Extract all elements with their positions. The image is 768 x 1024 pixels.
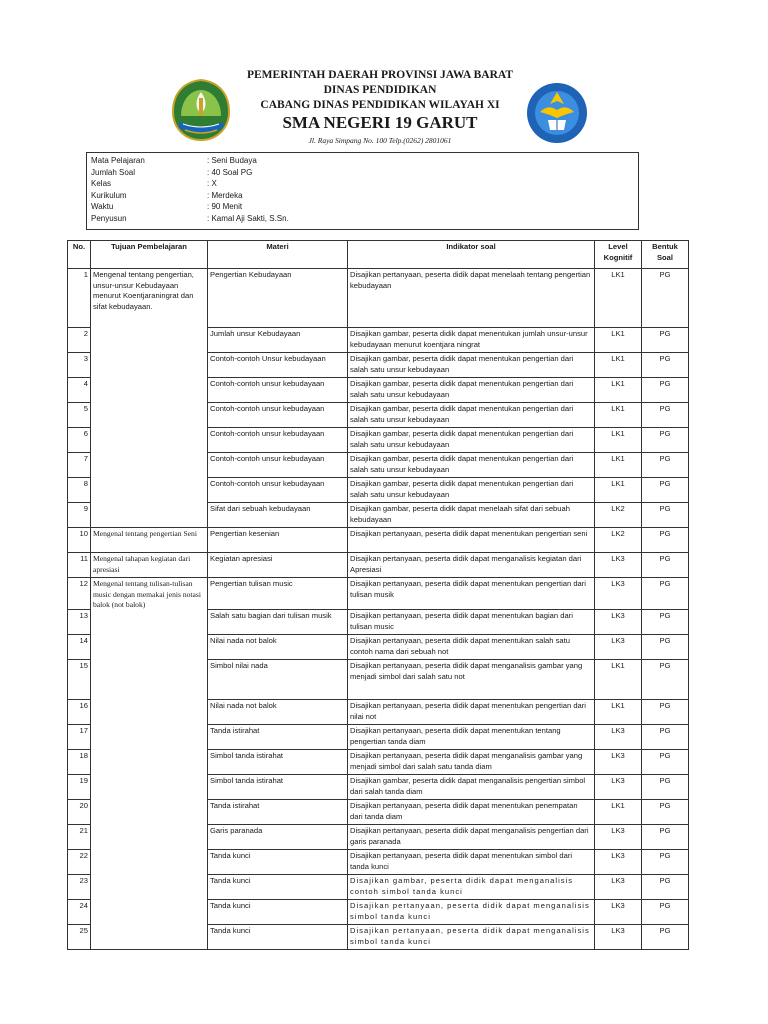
cell-materi: Tanda kunci [208,900,348,925]
info-row [91,190,634,202]
cell-materi: Contoh-contoh Unsur kebudayaan [208,353,348,378]
cell-materi: Pengertian kesenian [208,528,348,553]
info-row [91,213,634,225]
table-header-row [68,241,689,269]
cell-no: 19 [68,775,91,800]
cell-materi: Contoh-contoh unsur kebudayaan [208,428,348,453]
cell-materi: Pengertian tulisan music [208,578,348,610]
cell-no: 24 [68,900,91,925]
cell-bentuk: PG [642,850,689,875]
cell-bentuk: PG [642,660,689,700]
cell-no: 20 [68,800,91,825]
cell-level: LK1 [595,800,642,825]
cell-level: LK1 [595,453,642,478]
cell-indikator: Disajikan pertanyaan, peserta didik dapat menentukan penempatan dari tanda diam [348,800,595,825]
info-value: : Kamal Aji Sakti, S.Sn. [207,213,289,223]
cell-materi: Contoh-contoh unsur kebudayaan [208,453,348,478]
cell-bentuk: PG [642,610,689,635]
cell-no: 13 [68,610,91,635]
cell-level: LK2 [595,503,642,528]
cell-indikator: Disajikan pertanyaan, peserta didik dapat menentukan bagian dari tulisan music [348,610,595,635]
cell-bentuk: PG [642,800,689,825]
cell-indikator: Disajikan gambar, peserta didik dapat menentukan pengertian dari salah satu unsur kebudayaan [348,428,595,453]
cell-materi: Pengertian Kebudayaan [208,269,348,328]
cell-indikator: Disajikan pertanyaan, peserta didik dapat menentukan simbol dari tanda kunci [348,850,595,875]
cell-bentuk: PG [642,353,689,378]
cell-level: LK1 [595,700,642,725]
table-row [68,553,689,578]
cell-no: 21 [68,825,91,850]
cell-level: LK3 [595,578,642,610]
cell-bentuk: PG [642,403,689,428]
cell-bentuk: PG [642,635,689,660]
info-label: Jumlah Soal [91,167,136,177]
cell-bentuk: PG [642,269,689,328]
cell-no: 16 [68,700,91,725]
cell-indikator: Disajikan pertanyaan, peserta didik dapat menganalisis simbol tanda kunci [348,925,595,950]
cell-level: LK1 [595,353,642,378]
cell-no: 3 [68,353,91,378]
cell-no: 23 [68,875,91,900]
cell-indikator: Disajikan gambar, peserta didik dapat menentukan jumlah unsur-unsur kebudayaan menurut koentjara ningrat [348,328,595,353]
school-name: SMA NEGERI 19 GARUT [282,113,478,132]
cell-materi: Nilai nada not balok [208,700,348,725]
cell-indikator: Disajikan pertanyaan, peserta didik dapat menentukan tentang pengertian tanda diam [348,725,595,750]
info-value: : X [207,179,217,188]
cell-materi: Simbol nilai nada [208,660,348,700]
cell-no: 15 [68,660,91,700]
cell-level: LK1 [595,269,642,328]
cell-bentuk: PG [642,825,689,850]
cell-indikator: Disajikan pertanyaan, peserta didik dapat menentukan pengertian seni [348,528,595,553]
cell-level: LK1 [595,478,642,503]
cell-indikator: Disajikan pertanyaan, peserta didik dapat menganalisis gambar yang menjadi simbol dari salah satu not [348,660,595,700]
cell-no: 22 [68,850,91,875]
cell-bentuk: PG [642,700,689,725]
header-line-3: CABANG DINAS PENDIDIKAN WILAYAH XI [260,99,500,111]
cell-no: 7 [68,453,91,478]
cell-level: LK1 [595,428,642,453]
info-label: Kurikulum [91,190,127,200]
cell-bentuk: PG [642,875,689,900]
cell-indikator: Disajikan pertanyaan, peserta didik dapat menganalisis kegiatan dari Apresiasi [348,553,595,578]
cell-materi: Jumlah unsur Kebudayaan [208,328,348,353]
cell-tujuan: Mengenal tahapan kegiatan dari apresiasi [91,553,208,578]
cell-level: LK1 [595,660,642,700]
cell-level: LK3 [595,610,642,635]
cell-materi: Contoh-contoh unsur kebudayaan [208,478,348,503]
cell-no: 5 [68,403,91,428]
cell-bentuk: PG [642,578,689,610]
cell-level: LK3 [595,635,642,660]
cell-bentuk: PG [642,428,689,453]
cell-no: 11 [68,553,91,578]
info-value: : Merdeka [207,190,243,200]
cell-level: LK3 [595,875,642,900]
cell-materi: Tanda istirahat [208,800,348,825]
cell-level: LK3 [595,725,642,750]
cell-materi: Nilai nada not balok [208,635,348,660]
cell-bentuk: PG [642,775,689,800]
cell-materi: Simbol tanda istirahat [208,750,348,775]
letterhead [0,64,768,144]
tut-wuri-handayani-emblem-icon [526,82,588,144]
cell-no: 14 [68,635,91,660]
cell-materi: Tanda istirahat [208,725,348,750]
cell-indikator: Disajikan gambar, peserta didik dapat menentukan pengertian dari salah satu unsur kebudayaan [348,403,595,428]
col-no-header: No. [68,241,91,269]
cell-level: LK3 [595,850,642,875]
cell-bentuk: PG [642,925,689,950]
cell-materi: Salah satu bagian dari tulisan musik [208,610,348,635]
cell-no: 25 [68,925,91,950]
cell-level: LK1 [595,378,642,403]
cell-bentuk: PG [642,378,689,403]
cell-bentuk: PG [642,900,689,925]
cell-tujuan: Mengenal tentang pengertian Seni [91,528,208,553]
cell-no: 18 [68,750,91,775]
cell-no: 6 [68,428,91,453]
cell-level: LK1 [595,403,642,428]
cell-no: 2 [68,328,91,353]
cell-materi: Contoh-contoh unsur kebudayaan [208,403,348,428]
cell-no: 1 [68,269,91,328]
col-indikator-header: Indikator soal [348,241,595,269]
cell-indikator: Disajikan gambar, peserta didik dapat menganalisis contoh simbol tanda kunci [348,875,595,900]
cell-bentuk: PG [642,328,689,353]
cell-bentuk: PG [642,453,689,478]
cell-indikator: Disajikan gambar, peserta didik dapat menganalisis pengertian simbol dari salah tanda diam [348,775,595,800]
cell-no: 17 [68,725,91,750]
cell-indikator: Disajikan pertanyaan, peserta didik dapat menganalisis pengertian dari garis paranada [348,825,595,850]
info-row [91,201,634,213]
cell-tujuan: Mengenal tentang tulisan-tulisan music dengan memakai jenis notasi balok (not balok) [91,578,208,950]
cell-no: 12 [68,578,91,610]
cell-materi: Contoh-contoh unsur kebudayaan [208,378,348,403]
table-row [68,528,689,553]
col-materi-header: Materi [208,241,348,269]
info-row [91,167,634,179]
cell-level: LK3 [595,900,642,925]
cell-materi: Sifat dari sebuah kebudayaan [208,503,348,528]
info-value: : Seni Budaya [207,156,257,165]
col-tujuan-header: Tujuan Pembelajaran [91,241,208,269]
table-row [68,578,689,610]
cell-bentuk: PG [642,528,689,553]
header-line-2: DINAS PENDIDIKAN [323,84,437,96]
info-row [91,178,634,190]
info-label: Kelas [91,179,112,188]
cell-bentuk: PG [642,503,689,528]
cell-materi: Tanda kunci [208,850,348,875]
info-row [91,155,634,167]
school-address: Jl. Raya Simpang No. 100 Telp.(0262) 2801061 [308,136,452,145]
cell-bentuk: PG [642,725,689,750]
col-bentuk-header: Bentuk Soal [642,241,689,269]
info-label: Penyusun [91,213,127,223]
cell-no: 4 [68,378,91,403]
exam-info-box [86,152,639,230]
question-grid-table [67,240,689,950]
cell-bentuk: PG [642,478,689,503]
cell-bentuk: PG [642,553,689,578]
cell-indikator: Disajikan pertanyaan, peserta didik dapat menelaah tentang pengertian kebudayaan [348,269,595,328]
cell-level: LK3 [595,553,642,578]
cell-no: 8 [68,478,91,503]
cell-level: LK1 [595,328,642,353]
cell-materi: Tanda kunci [208,925,348,950]
cell-indikator: Disajikan pertanyaan, peserta didik dapat menganalisis simbol tanda kunci [348,900,595,925]
cell-indikator: Disajikan pertanyaan, peserta didik dapat menentukan pengertian dari nilai not [348,700,595,725]
cell-no: 9 [68,503,91,528]
info-label: Mata Pelajaran [91,156,145,165]
cell-materi: Simbol tanda istirahat [208,775,348,800]
cell-indikator: Disajikan gambar, peserta didik dapat menentukan pengertian dari salah satu unsur kebudayaan [348,453,595,478]
cell-indikator: Disajikan gambar, peserta didik dapat menentukan pengertian dari salah satu unsur kebudayaan [348,353,595,378]
cell-indikator: Disajikan gambar, peserta didik dapat menentukan pengertian dari salah satu unsur kebudayaan [348,478,595,503]
cell-no: 10 [68,528,91,553]
cell-level: LK3 [595,825,642,850]
cell-materi: Kegiatan apresiasi [208,553,348,578]
col-level-header: Level Kognitif [595,241,642,269]
cell-tujuan: Mengenal tentang pengertian, unsur-unsur Kebudayaan menurut Koentjaraningrat dan sifat kebudayaan. [91,269,208,528]
cell-bentuk: PG [642,750,689,775]
cell-materi: Tanda kunci [208,875,348,900]
cell-indikator: Disajikan pertanyaan, peserta didik dapat menentukan pengertian dari tulisan musik [348,578,595,610]
cell-indikator: Disajikan gambar, peserta didik dapat menentukan pengertian dari salah satu unsur kebudayaan [348,378,595,403]
header-line-1: PEMERINTAH DAERAH PROVINSI JAWA BARAT [246,69,514,81]
cell-indikator: Disajikan pertanyaan, peserta didik dapat menganalisis gambar yang menjadi simbol dari salah satu tanda diam [348,750,595,775]
west-java-emblem-icon [171,78,231,142]
info-value: : 40 Soal PG [207,167,253,177]
cell-level: LK3 [595,750,642,775]
cell-level: LK3 [595,925,642,950]
cell-level: LK3 [595,775,642,800]
cell-materi: Garis paranada [208,825,348,850]
cell-indikator: Disajikan pertanyaan, peserta didik dapat menentukan salah satu contoh nama dari sebuah not [348,635,595,660]
cell-indikator: Disajikan gambar, peserta didik dapat menelaah sifat dari sebuah kebudayaan [348,503,595,528]
cell-level: LK2 [595,528,642,553]
info-value: : 90 Menit [207,202,243,211]
info-label: Waktu [91,202,114,211]
table-row [68,269,689,328]
